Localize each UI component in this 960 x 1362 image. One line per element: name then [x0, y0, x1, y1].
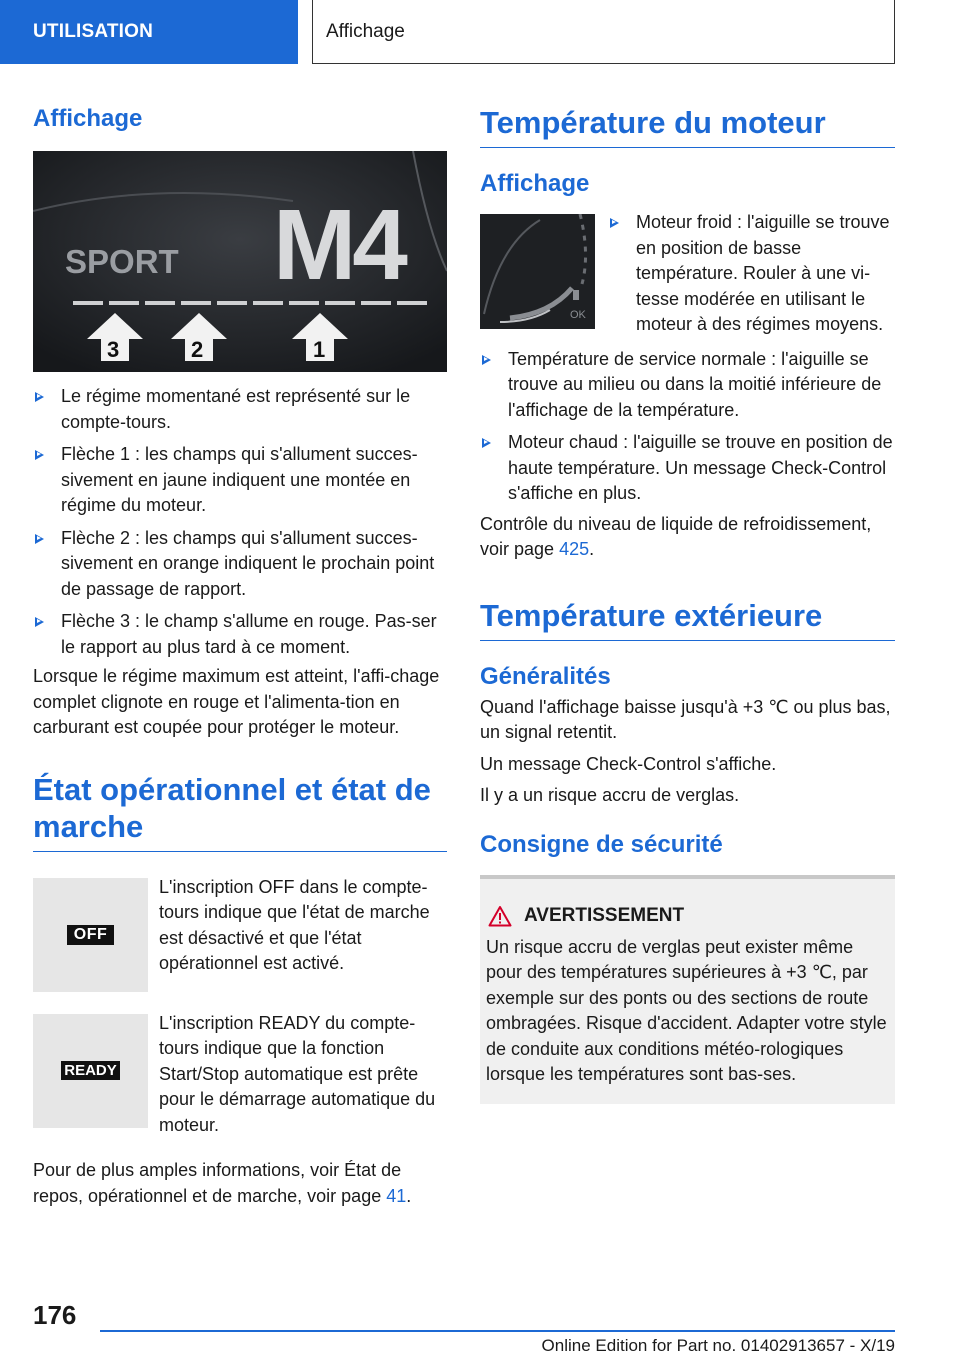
triangle-bullet-icon	[35, 617, 44, 627]
ready-image	[33, 1014, 148, 1128]
general-paragraph-3: Il y a un risque accru de verglas.	[480, 785, 740, 805]
triangle-bullet-icon	[35, 450, 44, 460]
safety-subheading: Consigne de sécurité	[480, 830, 723, 858]
arrow-label-3: 3	[107, 337, 120, 362]
engine-temp-bullet-list	[480, 347, 895, 507]
state-heading: État opérationnel et état de marche	[33, 771, 447, 852]
off-badge: OFF	[67, 925, 115, 945]
list-item: Température de service normale : l'aiguille se trouve au milieu ou dans la moitié inférieure de l'affichage de la température.	[480, 347, 895, 424]
list-item: Flèche 2 : les champs qui s'allument succes-sivement en orange indiquent le prochain point de passage de rapport.	[33, 526, 447, 603]
triangle-bullet-icon	[610, 218, 619, 228]
temperature-gauge-image	[480, 214, 595, 329]
off-text: L'inscription OFF dans le compte-tours indique que l'état de marche est désactivé et que l'état opérationnel est activé.	[159, 876, 430, 973]
cold-engine-row	[480, 214, 895, 338]
triangle-bullet-icon	[482, 438, 491, 448]
gauge-ok-label: OK	[570, 309, 586, 321]
coolant-paragraph: Contrôle du niveau de liquide de refroidissement, voir page 425.	[480, 513, 872, 559]
ready-text: L'inscription READY du compte-tours indique que la fonction Start/Stop automatique est prête pour le démarrage automatique du moteur.	[159, 1012, 436, 1135]
warning-box	[480, 875, 895, 1104]
header-section-label: UTILISATION	[33, 21, 154, 42]
warning-title: AVERTISSEMENT	[524, 904, 685, 926]
off-row	[33, 878, 447, 992]
page-number: 176	[33, 1300, 77, 1330]
header-section-tab	[0, 0, 298, 64]
off-image	[33, 878, 148, 992]
triangle-bullet-icon	[35, 534, 44, 544]
list-item: Flèche 1 : les champs qui s'allument succes-sivement en jaune indiquent une montée en régime du moteur.	[33, 442, 447, 519]
list-item: Moteur chaud : l'aiguille se trouve en position de haute température. Un message Check-Control s'affiche en plus.	[480, 430, 895, 507]
arrow-label-1: 1	[313, 337, 326, 362]
ready-row	[33, 1014, 447, 1139]
triangle-bullet-icon	[482, 355, 491, 365]
engine-temp-heading: Température du moteur	[480, 104, 895, 148]
page-link-425[interactable]: 425	[559, 539, 590, 559]
page-link-41[interactable]: 41	[386, 1185, 407, 1206]
tachometer-image	[33, 151, 447, 372]
general-paragraph-1: Quand l'affichage baisse jusqu'à +3 ℃ ou plus bas, un signal retentit.	[480, 696, 891, 742]
display-heading: Affichage	[33, 105, 143, 132]
general-paragraph-2: Un message Check-Control s'affiche.	[480, 753, 777, 774]
warning-text: Un risque accru de verglas peut exister même pour des températures supérieures à +3 ℃, par exemple sur des ponts ou des sections de route ombragées. Risque d'accident. Adapter votre style de conduite aux conditions météo-rologiques lorsque les températures sont bas-ses.	[486, 936, 887, 1084]
triangle-bullet-icon	[35, 392, 44, 402]
list-item: Flèche 3 : le champ s'allume en rouge. Pas-ser le rapport au plus tard à ce moment.	[33, 609, 447, 660]
max-rpm-paragraph: Lorsque le régime maximum est atteint, l'affi-chage complet clignote en rouge et l'alimenta-tion en carburant est coupée pour protéger le moteur.	[33, 666, 440, 737]
rpm-bullet-list	[33, 384, 447, 660]
ready-badge: READY	[61, 1061, 120, 1080]
more-info-paragraph: Pour de plus amples informations, voir État de repos, opérationnel et de marche, voir page 41.	[33, 1160, 412, 1206]
list-item: Le régime momentané est représenté sur le compte-tours.	[33, 384, 447, 435]
outside-temp-heading: Température extérieure	[480, 597, 895, 641]
general-subheading: Généralités	[480, 662, 611, 690]
left-column	[33, 100, 447, 1209]
warning-triangle-icon	[488, 905, 512, 927]
warning-title-row	[486, 905, 889, 927]
engine-display-subheading: Affichage	[480, 170, 590, 197]
arrow-label-2: 2	[191, 337, 204, 362]
footer-divider	[100, 1330, 895, 1332]
list-item: Moteur froid : l'aiguille se trouve en position de basse température. Rouler à une vi-tesse modérée en utilisant le moteur à des régimes moyens.	[608, 210, 895, 338]
header-topic-box	[312, 0, 895, 64]
gauge-sport-label: SPORT	[65, 243, 179, 280]
right-column	[480, 100, 895, 1104]
edition-note: Online Edition for Part no. 01402913657 - X/19	[541, 1336, 895, 1355]
gauge-model-label: M4	[273, 189, 404, 301]
header-topic-label: Affichage	[326, 20, 405, 42]
